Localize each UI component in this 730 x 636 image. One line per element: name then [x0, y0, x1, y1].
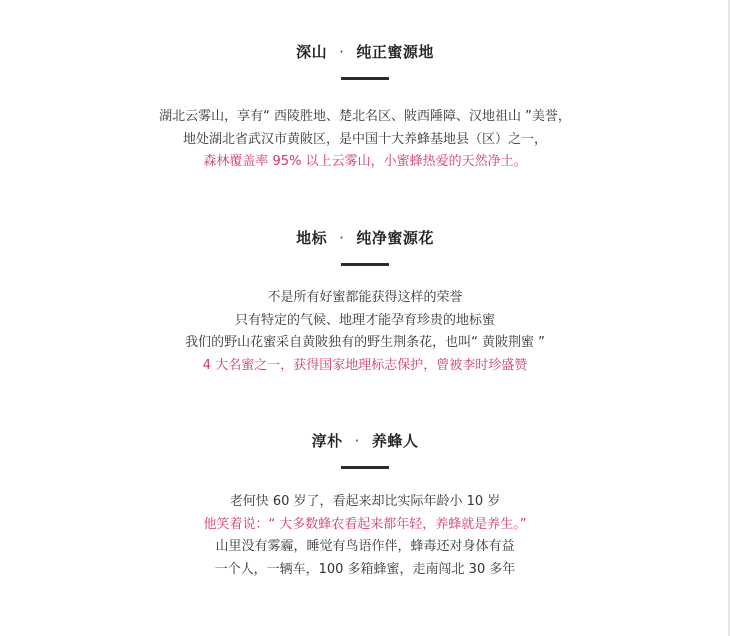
body-line: 地处湖北省武汉市黄陂区，是中国十大养蜂基地县（区）之一， [182, 131, 547, 147]
body-line: 山里没有雾霾，睡觉有鸟语作伴，蜂毒还对身体有益 [215, 539, 515, 554]
highlight-line: 他笑着说：“ 大多数蜂农看起来都年轻，养蜂就是养生。” [203, 516, 527, 532]
heading-right: 纯正蜜源地 [356, 43, 434, 61]
section-heading [0, 41, 730, 63]
heading-underline [341, 466, 389, 469]
body-line: 我们的野山花蜜采自黄陂独有的野生荆条花，也叫“ 黄陂荆蜜 ” [185, 335, 545, 350]
heading-separator: · [339, 43, 345, 61]
highlight-line: 4 大名蜜之一，获得国家地理标志保护，曾被李时珍盛赞 [202, 357, 528, 373]
heading-right: 纯净蜜源花 [356, 229, 434, 247]
body-line: 只有特定的气候、地理才能孕育珍贵的地标蜜 [234, 312, 495, 328]
section-heading [0, 430, 730, 452]
body-line: 不是所有好蜜都能获得这样的荣誉 [267, 290, 463, 305]
section-body [0, 287, 730, 377]
section-body [0, 106, 730, 174]
body-line: 一个人，一辆车，100 多箱蜂蜜，走南闯北 30 多年 [214, 561, 516, 577]
body-line: 老何快 60 岁了，看起来却比实际年龄小 10 岁 [229, 494, 501, 509]
body-line: 湖北云雾山，享有“ 西陵胜地、楚北名区、陂西陲障、汉地祖山 ”美誉， [159, 109, 571, 124]
heading-right: 养蜂人 [371, 432, 419, 450]
heading-left: 地标 [296, 229, 328, 247]
highlight-line: 森林覆盖率 95% 以上云雾山，小蜜蜂热爱的天然净土。 [203, 154, 527, 169]
section-landmark [0, 227, 730, 377]
heading-separator: · [354, 432, 360, 450]
section-body [0, 491, 730, 581]
heading-left: 淳朴 [311, 432, 343, 450]
section-deep-mountain [0, 41, 730, 174]
heading-separator: · [339, 229, 345, 247]
heading-left: 深山 [296, 43, 328, 61]
heading-underline [341, 263, 389, 266]
section-heading [0, 227, 730, 249]
heading-underline [341, 77, 389, 80]
section-beekeeper [0, 430, 730, 581]
